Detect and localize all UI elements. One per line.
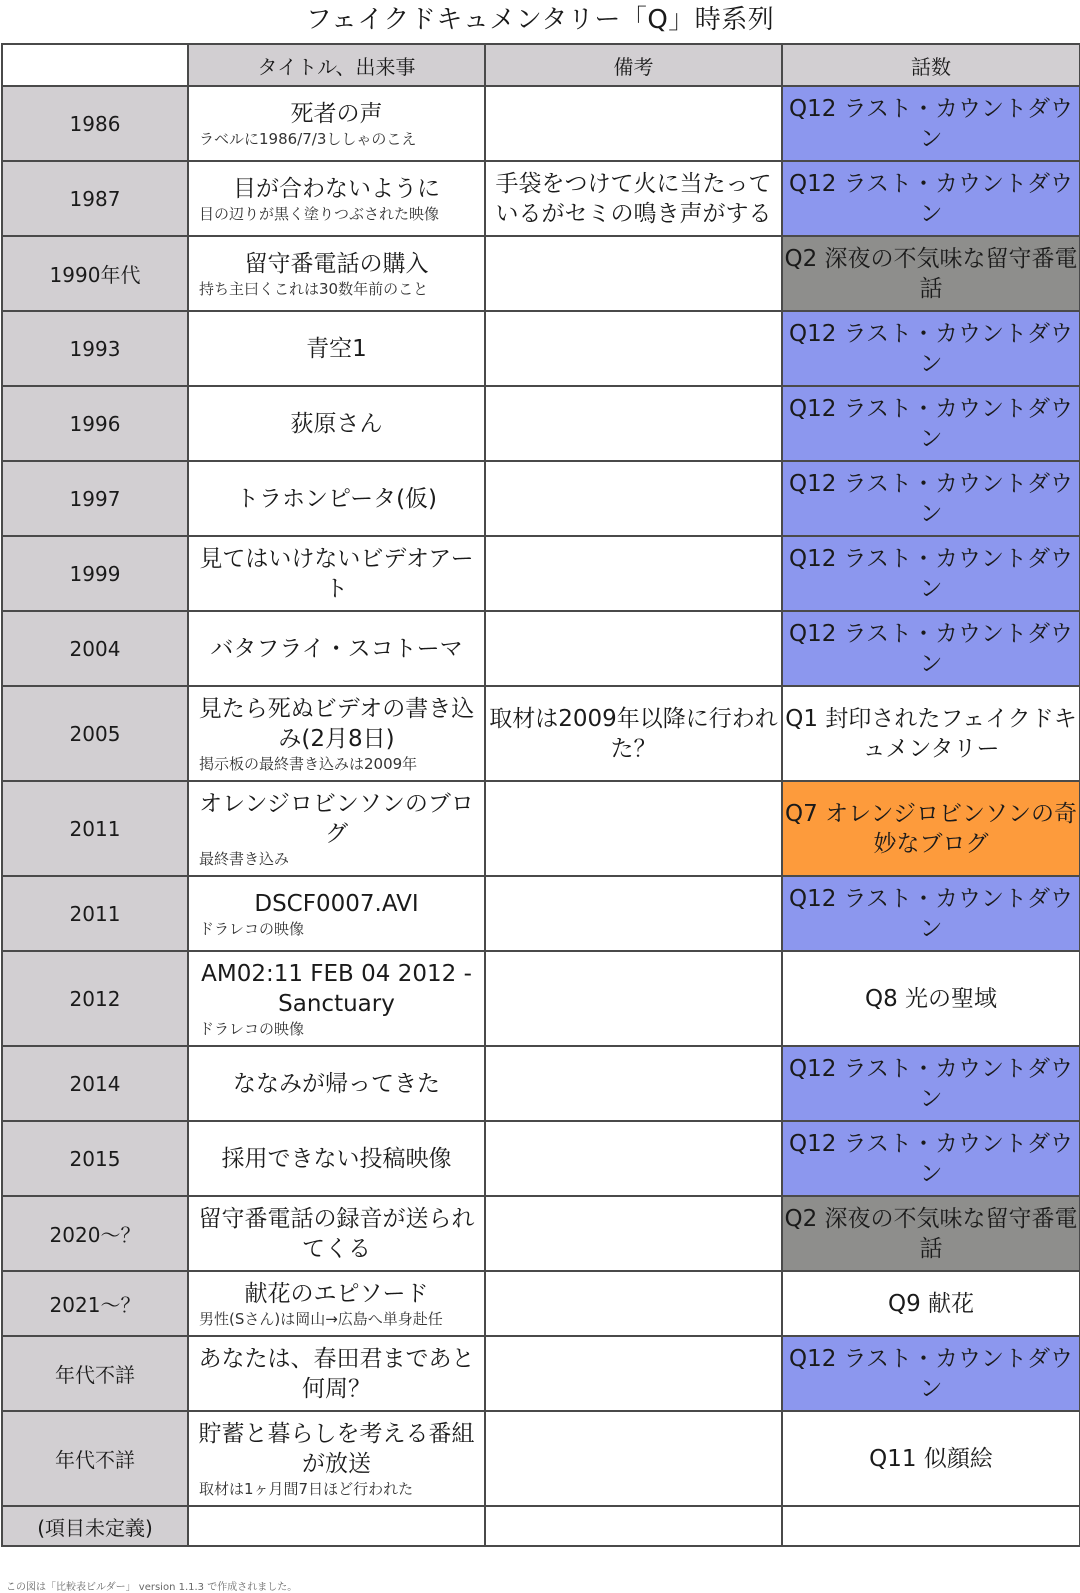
title-cell bbox=[188, 1046, 485, 1121]
episode-cell: Q12 ラスト・カウントダウン bbox=[782, 461, 1080, 536]
event-title: 採用できない投稿映像 bbox=[221, 1145, 452, 1172]
event-title: 献花のエピソード bbox=[244, 1281, 429, 1307]
year-cell: 2011 bbox=[2, 876, 188, 951]
year-cell: 2005 bbox=[2, 686, 188, 781]
episode-cell: Q12 ラスト・カウントダウン bbox=[782, 611, 1080, 686]
event-subnote: 最終書き込み bbox=[199, 850, 290, 868]
title-cell bbox=[188, 311, 485, 386]
event-title: 見たら死ぬビデオの書き込み(2月8日) bbox=[198, 696, 475, 752]
table-row bbox=[2, 1046, 1080, 1121]
note-cell bbox=[485, 86, 782, 161]
year-cell: 1996 bbox=[2, 386, 188, 461]
event-title: 留守番電話の録音が送られてくる bbox=[198, 1205, 475, 1262]
episode-cell: Q11 似顔絵 bbox=[782, 1411, 1080, 1506]
note-cell: 取材は2009年以降に行われた？ bbox=[485, 686, 782, 781]
event-title: あなたは、春田君まであと何周？ bbox=[198, 1345, 475, 1402]
year-cell: 2011 bbox=[2, 781, 188, 876]
event-subnote: 目の辺りが黒く塗りつぶされた映像 bbox=[199, 205, 440, 223]
event-title: 目が合わないように bbox=[233, 176, 440, 202]
title-cell bbox=[188, 611, 485, 686]
table-row bbox=[2, 611, 1080, 686]
event-title: オレンジロビンソンのブログ bbox=[199, 791, 474, 847]
title-cell bbox=[188, 1271, 485, 1336]
title-cell bbox=[188, 236, 485, 311]
note-cell bbox=[485, 1506, 782, 1546]
year-cell: 2012 bbox=[2, 951, 188, 1046]
title-cell bbox=[188, 876, 485, 951]
table-row bbox=[2, 1121, 1080, 1196]
note-cell: 手袋をつけて火に当たっているがセミの鳴き声がする bbox=[485, 161, 782, 236]
table-row bbox=[2, 1271, 1080, 1336]
footer-credit: この図は「比較表ビルダー」 version 1.1.3 で作成されました。 bbox=[6, 1582, 298, 1593]
year-cell: 1993 bbox=[2, 311, 188, 386]
episode-cell: Q12 ラスト・カウントダウン bbox=[782, 86, 1080, 161]
episode-cell: Q2 深夜の不気味な留守番電話 bbox=[782, 236, 1080, 311]
table-row bbox=[2, 781, 1080, 876]
year-cell: 2014 bbox=[2, 1046, 188, 1121]
event-subnote: 取材は1ヶ月間7日ほど行われた bbox=[199, 1480, 414, 1498]
note-cell bbox=[485, 951, 782, 1046]
table-row bbox=[2, 686, 1080, 781]
episode-cell bbox=[782, 1506, 1080, 1546]
year-cell: 2021～？ bbox=[2, 1271, 188, 1336]
year-cell: (項目未定義) bbox=[2, 1506, 188, 1546]
episode-cell: Q7 オレンジロビンソンの奇妙なブログ bbox=[782, 781, 1080, 876]
table-row bbox=[2, 876, 1080, 951]
title-cell bbox=[188, 86, 485, 161]
table-row bbox=[2, 236, 1080, 311]
note-cell bbox=[485, 876, 782, 951]
note-cell bbox=[485, 1046, 782, 1121]
table-row bbox=[2, 386, 1080, 461]
episode-cell: Q12 ラスト・カウントダウン bbox=[782, 1336, 1080, 1411]
episode-cell: Q12 ラスト・カウントダウン bbox=[782, 1046, 1080, 1121]
title-cell bbox=[188, 1411, 485, 1506]
title-cell bbox=[188, 386, 485, 461]
episode-cell: Q9 献花 bbox=[782, 1271, 1080, 1336]
note-cell bbox=[485, 386, 782, 461]
event-subnote: 持ち主曰くこれは30数年前のこと bbox=[199, 280, 429, 298]
table-row bbox=[2, 1506, 1080, 1546]
note-cell bbox=[485, 536, 782, 611]
table-row bbox=[2, 951, 1080, 1046]
episode-cell: Q2 深夜の不気味な留守番電話 bbox=[782, 1196, 1080, 1271]
title-column-header: タイトル、出来事 bbox=[188, 44, 485, 86]
title-cell bbox=[188, 461, 485, 536]
event-title: 荻原さん bbox=[290, 410, 383, 437]
event-title: 死者の声 bbox=[290, 101, 383, 127]
event-title: DSCF0007.AVI bbox=[254, 891, 419, 917]
title-cell bbox=[188, 686, 485, 781]
year-cell: 1987 bbox=[2, 161, 188, 236]
event-subnote: 掲示板の最終書き込みは2009年 bbox=[199, 755, 418, 773]
title-cell bbox=[188, 161, 485, 236]
table-row bbox=[2, 461, 1080, 536]
table-body bbox=[2, 86, 1080, 1546]
event-subnote: ラベルに1986/7/3ししゃのこえ bbox=[199, 130, 417, 148]
title-cell bbox=[188, 1506, 485, 1546]
title-cell bbox=[188, 781, 485, 876]
note-cell bbox=[485, 236, 782, 311]
note-cell bbox=[485, 1336, 782, 1411]
event-title: ななみが帰ってきた bbox=[233, 1070, 440, 1097]
note-cell bbox=[485, 611, 782, 686]
table-row bbox=[2, 536, 1080, 611]
title-cell bbox=[188, 536, 485, 611]
episode-cell: Q12 ラスト・カウントダウン bbox=[782, 386, 1080, 461]
note-cell bbox=[485, 311, 782, 386]
note-cell bbox=[485, 461, 782, 536]
header-row bbox=[2, 44, 1080, 86]
year-cell: 2015 bbox=[2, 1121, 188, 1196]
episode-cell: Q12 ラスト・カウントダウン bbox=[782, 311, 1080, 386]
event-title: AM02:11 FEB 04 2012 - Sanctuary bbox=[201, 961, 472, 1017]
episode-cell: Q8 光の聖域 bbox=[782, 951, 1080, 1046]
table-row bbox=[2, 86, 1080, 161]
year-cell: 年代不詳 bbox=[2, 1411, 188, 1506]
title-cell bbox=[188, 1121, 485, 1196]
note-cell bbox=[485, 1196, 782, 1271]
note-cell bbox=[485, 1271, 782, 1336]
event-subnote: ドラレコの映像 bbox=[199, 1020, 305, 1038]
year-cell: 1997 bbox=[2, 461, 188, 536]
note-cell bbox=[485, 1411, 782, 1506]
event-title: 見てはいけないビデオアート bbox=[199, 545, 474, 602]
year-cell: 1986 bbox=[2, 86, 188, 161]
note-cell bbox=[485, 1121, 782, 1196]
note-column-header: 備考 bbox=[485, 44, 782, 86]
event-title: 留守番電話の購入 bbox=[244, 251, 429, 277]
year-cell: 1999 bbox=[2, 536, 188, 611]
episode-cell: Q12 ラスト・カウントダウン bbox=[782, 536, 1080, 611]
table-row bbox=[2, 161, 1080, 236]
event-title: トラホンピータ(仮) bbox=[235, 485, 438, 512]
corner-header bbox=[2, 44, 188, 86]
event-subnote: 男性(Sさん)は岡山→広島へ単身赴任 bbox=[199, 1310, 443, 1328]
timeline-table bbox=[1, 43, 1080, 1547]
event-title: 青空1 bbox=[306, 335, 367, 362]
year-cell: 年代不詳 bbox=[2, 1336, 188, 1411]
table-row bbox=[2, 311, 1080, 386]
title-cell bbox=[188, 1196, 485, 1271]
episode-cell: Q12 ラスト・カウントダウン bbox=[782, 161, 1080, 236]
episode-cell: Q12 ラスト・カウントダウン bbox=[782, 876, 1080, 951]
episode-column-header: 話数 bbox=[782, 44, 1080, 86]
title-cell bbox=[188, 951, 485, 1046]
title-cell bbox=[188, 1336, 485, 1411]
event-title: バタフライ・スコトーマ bbox=[210, 635, 463, 662]
note-cell bbox=[485, 781, 782, 876]
episode-cell: Q1 封印されたフェイクドキュメンタリー bbox=[782, 686, 1080, 781]
episode-cell: Q12 ラスト・カウントダウン bbox=[782, 1121, 1080, 1196]
event-title: 貯蓄と暮らしを考える番組が放送 bbox=[198, 1421, 475, 1477]
table-row bbox=[2, 1411, 1080, 1506]
page-title: フェイクドキュメンタリー「Q」時系列 bbox=[305, 5, 775, 35]
year-cell: 1990年代 bbox=[2, 236, 188, 311]
table-row bbox=[2, 1336, 1080, 1411]
year-cell: 2020～？ bbox=[2, 1196, 188, 1271]
year-cell: 2004 bbox=[2, 611, 188, 686]
table-row bbox=[2, 1196, 1080, 1271]
event-subnote: ドラレコの映像 bbox=[199, 920, 305, 938]
